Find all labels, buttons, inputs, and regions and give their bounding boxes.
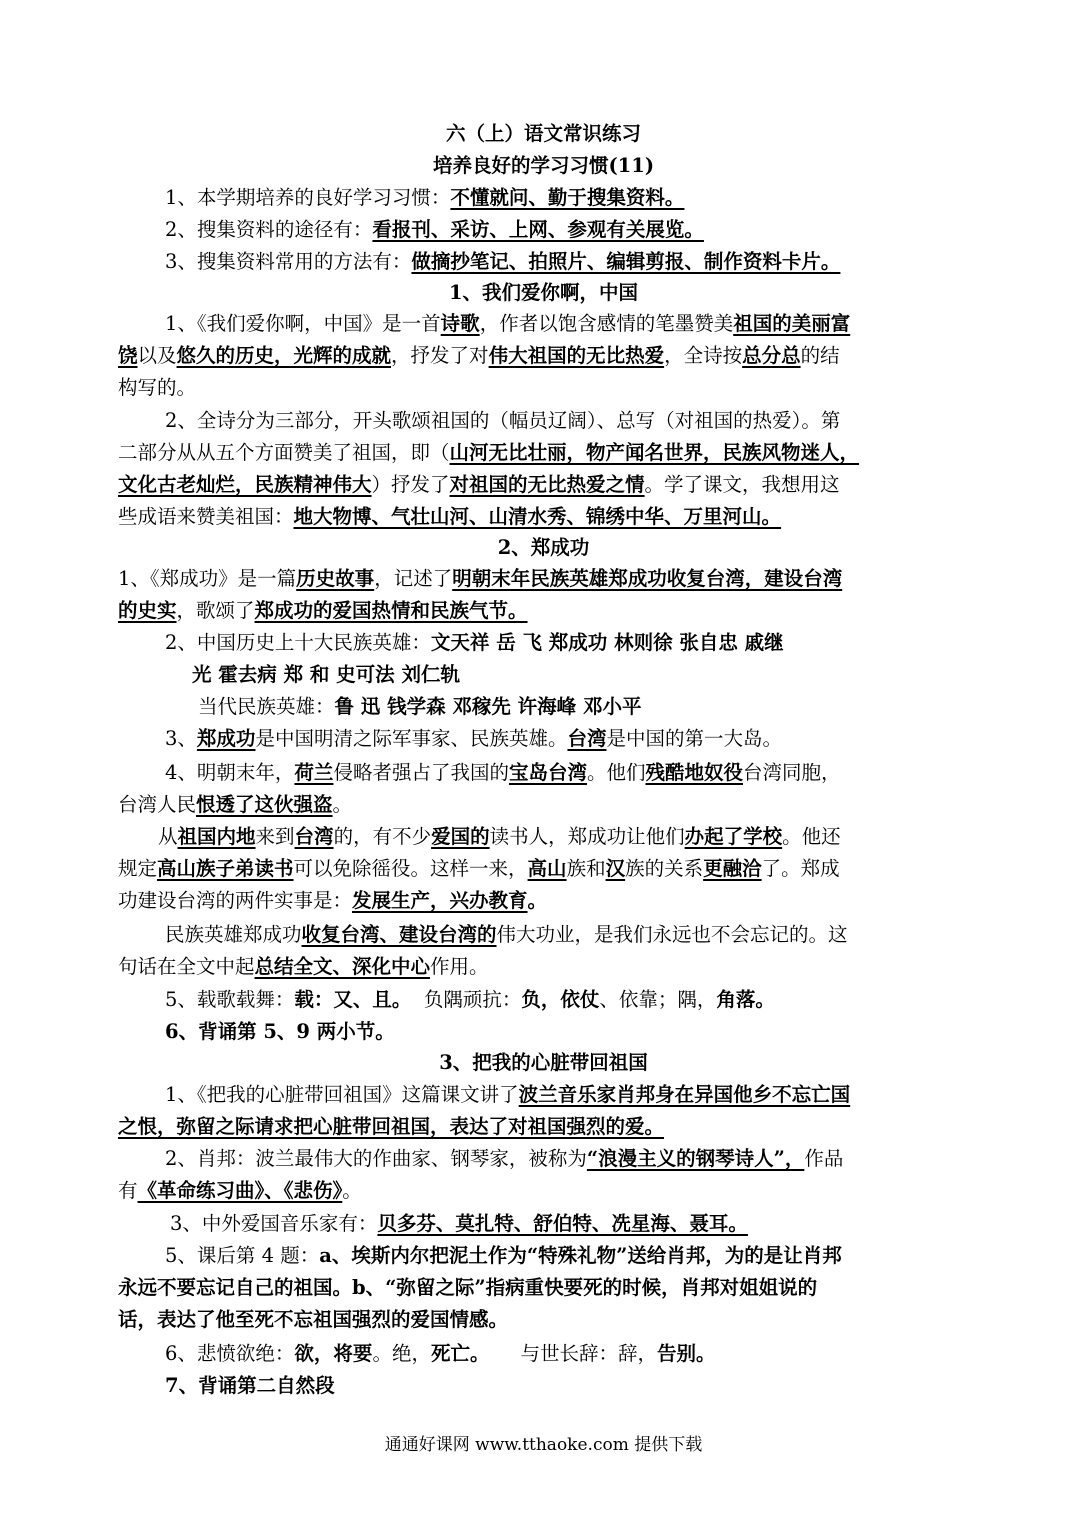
habit-line-1: 1、本学期培养的良好学习习惯：不懂就问、勤于搜集资料。 — [165, 186, 685, 209]
lesson3-para4-line3: 话，表达了他至死不忘祖国强烈的爱国情感。 — [118, 1308, 509, 1331]
lesson2-recite: 6、背诵第 5、9 两小节。 — [165, 1020, 395, 1043]
habit-line-3: 3、搜集资料常用的方法有：做摘抄笔记、拍照片、编辑剪报、制作资料卡片。 — [165, 250, 841, 273]
lesson2-heroes-line1: 2、中国历史上十大民族英雄：文天祥 岳 飞 郑成功 林则徐 张自忠 戚继 — [165, 631, 784, 654]
page-footer: 通通好课网 www.tthaoke.com 提供下载 — [384, 1435, 703, 1455]
lesson1-para2-line3: 文化古老灿烂，民族精神伟大）抒发了对祖国的无比热爱之情。学了课文，我想用这 — [118, 473, 840, 496]
lesson2-modern-heroes: 当代民族英雄：鲁 迅 钱学森 邓稼先 许海峰 邓小平 — [198, 695, 642, 718]
lesson2-para1-line1: 1、《郑成功》是一篇历史故事，记述了明朝末年民族英雄郑成功收复台湾，建设台湾 — [118, 567, 843, 590]
lesson3-para2-line2: 有《革命练习曲》、《悲伤》。 — [118, 1179, 362, 1202]
lesson1-para2-line2: 二部分从从五个方面赞美了祖国，即（山河无比壮丽，物产闻名世界，民族风物迷人， — [118, 441, 860, 464]
doc-title: 六（上）语文常识练习 — [445, 122, 641, 145]
lesson2-para5-line3: 功建设台湾的两件实事是：发展生产，兴办教育。 — [118, 889, 548, 912]
lesson2-heading: 2、郑成功 — [497, 536, 590, 559]
lesson2-words: 5、载歌载舞：载：又、且。 负隅顽抗：负，依仗、依靠；隅，角落。 — [165, 988, 775, 1011]
lesson1-para1-line1: 1、《我们爱你啊，中国》是一首诗歌，作者以饱含感情的笔墨赞美祖国的美丽富 — [165, 312, 851, 335]
lesson2-para5-line2: 规定高山族子弟读书可以免除徭役。这样一来，高山族和汉族的关系更融洽了。郑成 — [118, 857, 840, 880]
lesson2-heroes-line2: 光 霍去病 郑 和 史可法 刘仁轨 — [192, 663, 460, 686]
lesson3-para4-line2: 永远不要忘记自己的祖国。b、“弥留之际”指病重快要死的时候，肖邦对姐姐说的 — [118, 1276, 818, 1299]
lesson3-para2-line1: 2、肖邦：波兰最伟大的作曲家、钢琴家，被称为“浪漫主义的钢琴诗人”，作品 — [165, 1147, 844, 1170]
lesson1-para2-line1: 2、全诗分为三部分，开头歌颂祖国的（幅员辽阔）、总写（对祖国的热爱）。第 — [165, 409, 841, 432]
lesson2-para5-line1: 从祖国内地来到台湾的，有不少爱国的读书人，郑成功让他们办起了学校。他还 — [158, 825, 841, 848]
lesson3-words: 6、悲愤欲绝：欲，将要。绝，死亡。 与世长辞：辞，告别。 — [165, 1342, 716, 1365]
habit-line-2: 2、搜集资料的途径有：看报刊、采访、上网、参观有关展览。 — [165, 218, 704, 241]
lesson2-para4-line2: 台湾人民恨透了这伙强盗。 — [118, 793, 353, 816]
doc-subtitle: 培养良好的学习习惯(11) — [432, 154, 655, 177]
lesson3-heading: 3、把我的心脏带回祖国 — [439, 1051, 648, 1074]
lesson3-para1-line1: 1、《把我的心脏带回祖国》这篇课文讲了波兰音乐家肖邦身在异国他乡不忘亡国 — [165, 1083, 851, 1106]
lesson3-para3: 3、中外爱国音乐家有：贝多芬、莫扎特、舒伯特、冼星海、聂耳。 — [170, 1212, 748, 1235]
lesson1-heading: 1、我们爱你啊，中国 — [448, 281, 639, 304]
lesson1-para1-line2: 饶以及悠久的历史，光辉的成就，抒发了对伟大祖国的无比热爱，全诗按总分总的结 — [118, 344, 840, 367]
lesson1-para2-line4: 些成语来赞美祖国：地大物博、气壮山河、山清水秀、锦绣中华、万里河山。 — [118, 505, 782, 528]
lesson1-para1-line3: 构写的。 — [118, 376, 197, 399]
lesson2-para6-line2: 句话在全文中起总结全文、深化中心作用。 — [118, 955, 489, 978]
lesson3-recite: 7、背诵第二自然段 — [165, 1374, 335, 1397]
lesson2-para4-line1: 4、明朝末年，荷兰侵略者强占了我国的宝岛台湾。他们残酷地奴役台湾同胞， — [165, 761, 841, 784]
lesson2-para6-line1: 民族英雄郑成功收复台湾、建设台湾的伟大功业，是我们永远也不会忘记的。这 — [165, 923, 848, 946]
lesson2-para1-line2: 的史实，歌颂了郑成功的爱国热情和民族气节。 — [118, 599, 528, 622]
lesson3-para4-line1: 5、课后第 4 题：a、埃斯内尔把泥土作为“特殊礼物”送给肖邦，为的是让肖邦 — [165, 1244, 842, 1267]
lesson2-para3: 3、郑成功是中国明清之际军事家、民族英雄。台湾是中国的第一大岛。 — [165, 727, 782, 750]
lesson3-para1-line2: 之恨，弥留之际请求把心脏带回祖国，表达了对祖国强烈的爱。 — [118, 1115, 665, 1138]
